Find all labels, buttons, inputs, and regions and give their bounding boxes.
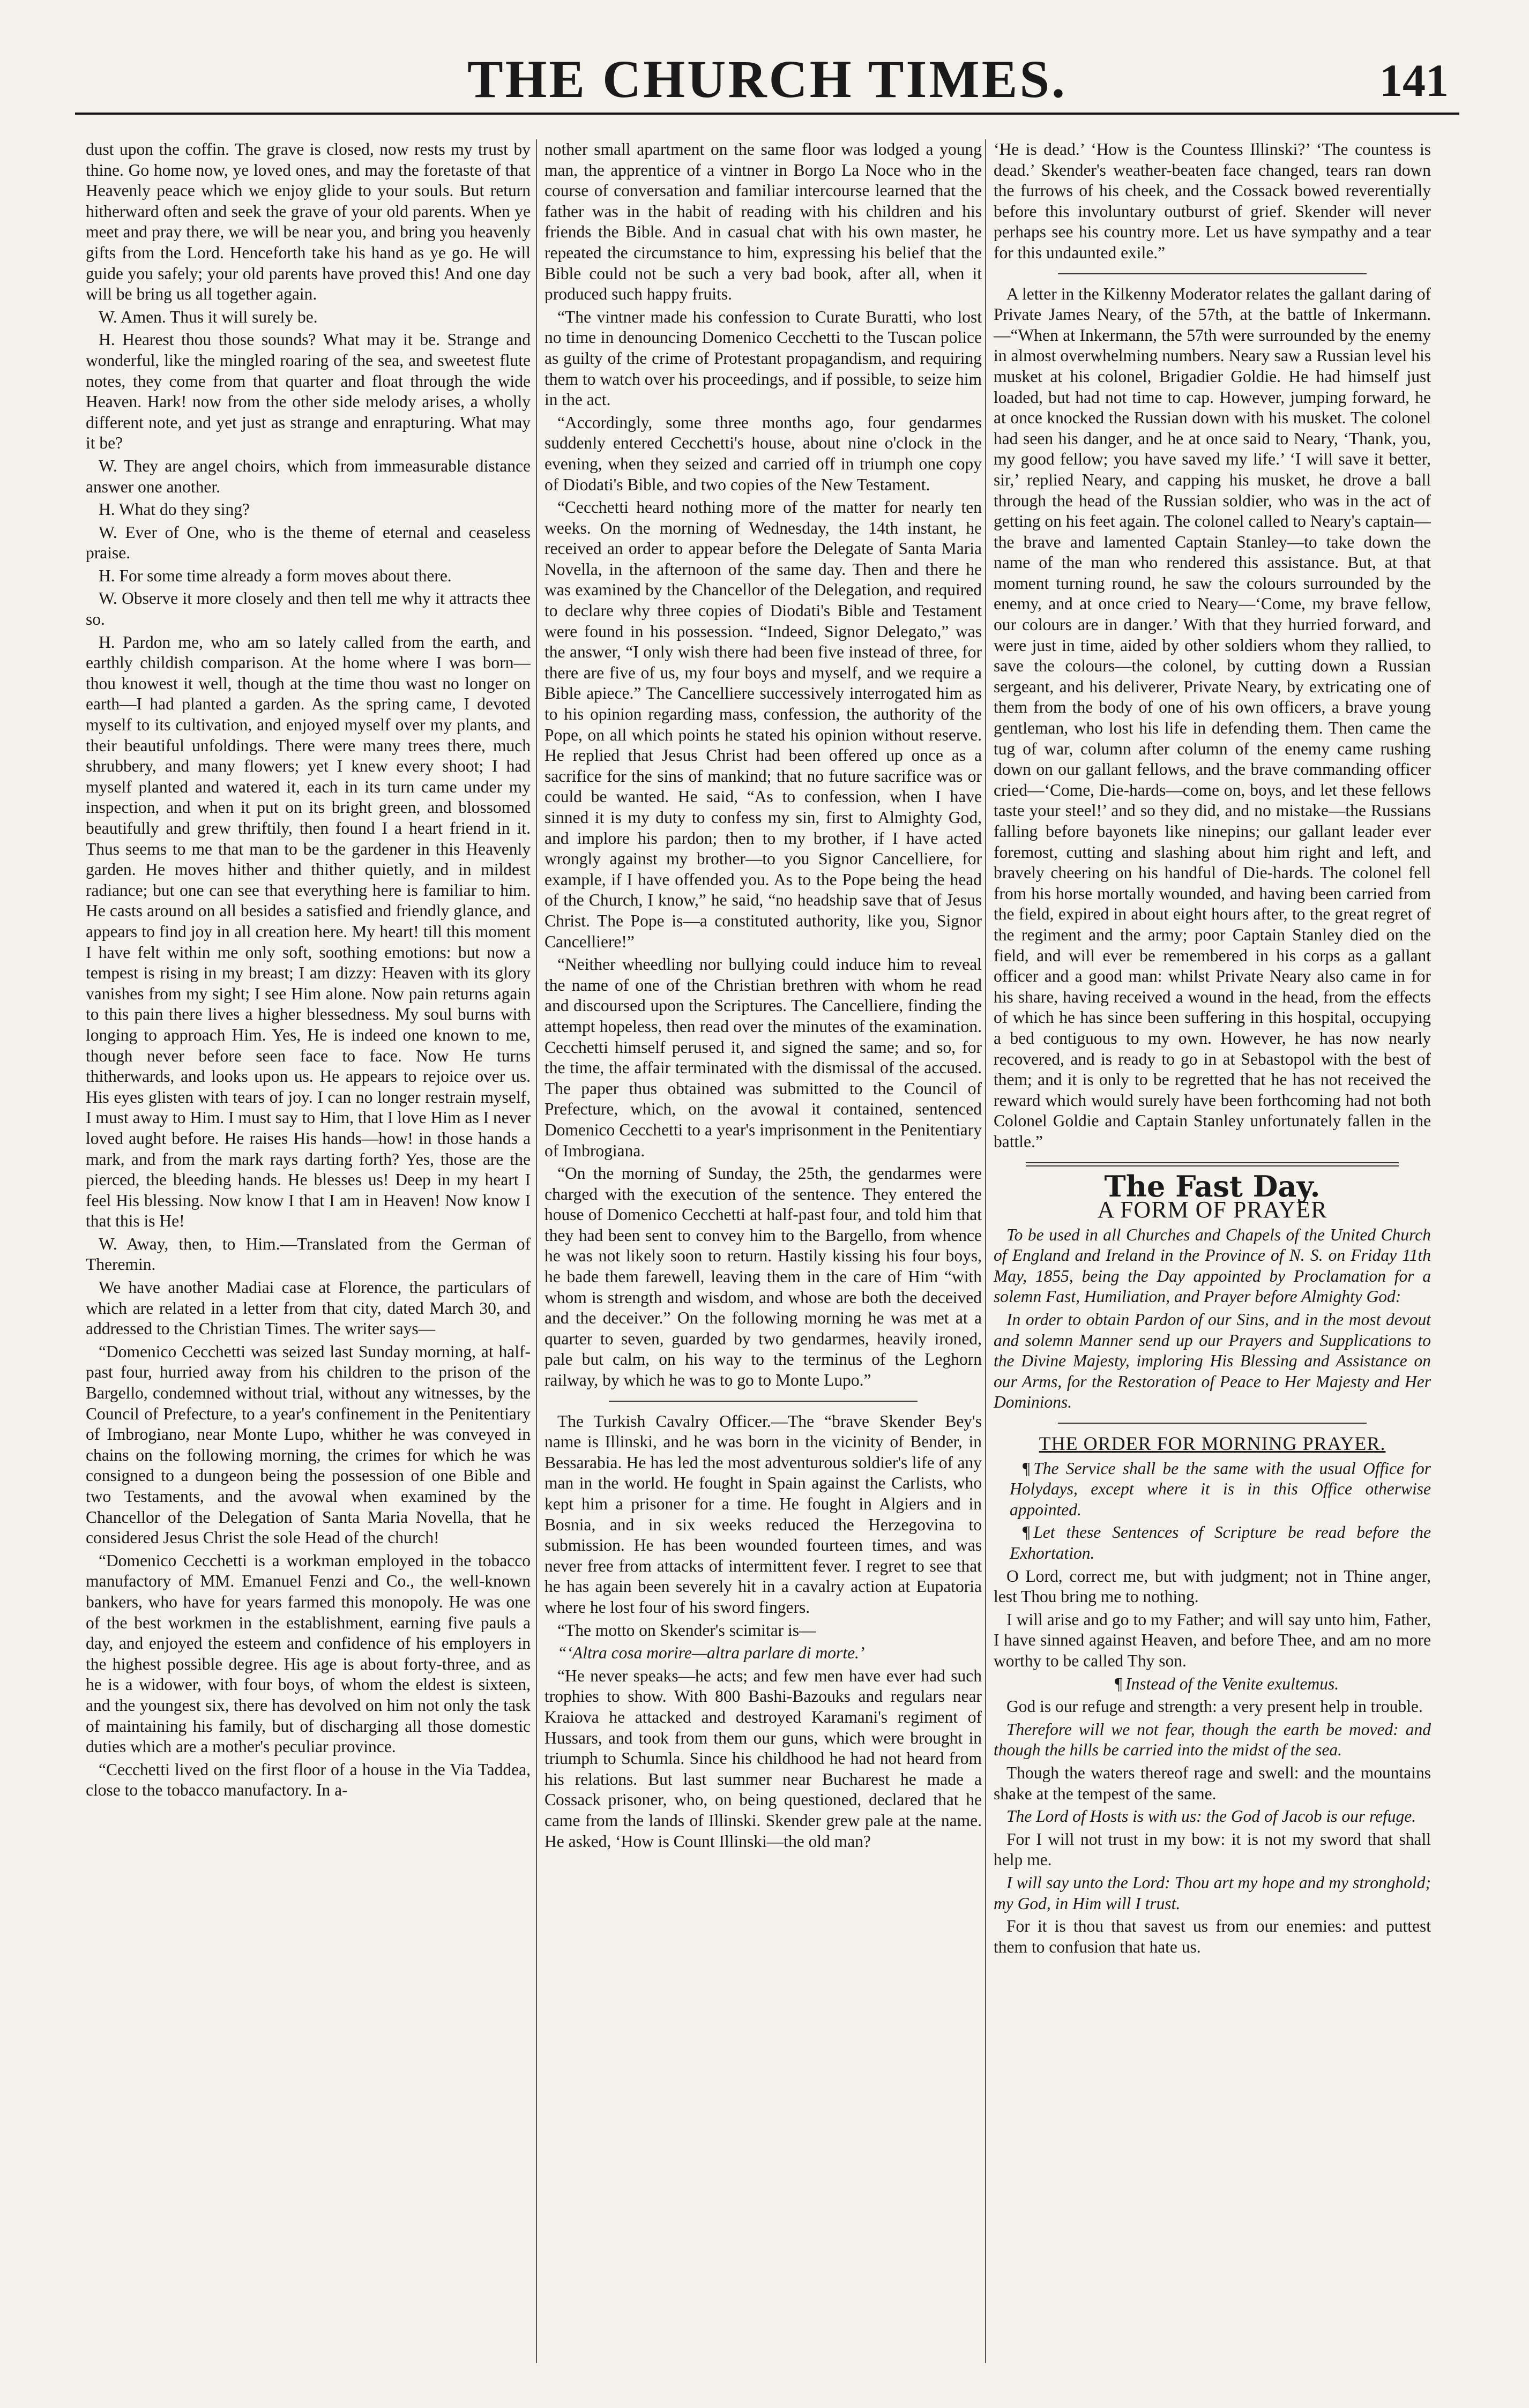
- paragraph: H. What do they sing?: [99, 500, 250, 519]
- prayer-purpose: In order to obtain Pardon of our Sins, and in the most devout and solemn Manner send up our Prayers and Supplications to the Divine Majesty, imploring His Blessing and Assistance on our Arms, for the Restoration of Peace to Her Majesty and Her Dominions.: [994, 1310, 1431, 1412]
- paragraph: dust upon the coffin. The grave is closed, now rests my trust by thine. Go home now, ye loved ones, and may the foretaste of that Heavenly peace which we enjoy glide to your souls. But return hitherward often and seek the grave of your old parents. When ye meet and pray there, we will be near you, and bring you heavenly gifts from the Lord. Henceforth take his hand as ye go. He will guide you safely; your old parents have proved this! And one day will be bring us all together again.: [86, 140, 531, 304]
- psalm-verse: The Lord of Hosts is with us: the God of Jacob is our refuge.: [1006, 1807, 1416, 1826]
- scripture-sentence: I will arise and go to my Father; and will say unto him, Father, I have sinned against Heaven, and before Thee, and am no more worthy to be called Thy son.: [994, 1610, 1431, 1670]
- paragraph: “Accordingly, some three months ago, four gendarmes suddenly entered Cecchetti's house, about nine o'clock in the evening, when they seized and carried off in triumph one copy of Diodati's Bible, and two copies of the New Testament.: [545, 413, 982, 494]
- scripture-sentence: O Lord, correct me, but with judgment; not in Thine anger, lest Thou bring me to nothing.: [994, 1566, 1431, 1606]
- paragraph: H. Hearest thou those sounds? What may it be. Strange and wonderful, like the mingled roaring of the sea, and sweetest flute notes, they come from that quarter and float through the wide Heaven. Hark! now from the other side melody arises, a wholly different note, and yet just as strange and enrapturing. What may it be?: [86, 330, 531, 453]
- column-2: [536, 139, 982, 2363]
- pilcrow-icon: ¶: [1023, 1459, 1031, 1478]
- paragraph: W. Ever of One, who is the theme of eternal and ceaseless praise.: [86, 522, 531, 563]
- subheading: A FORM OF PRAYER: [1097, 1196, 1327, 1223]
- psalm-verse: For I will not trust in my bow: it is not my sword that shall help me.: [994, 1829, 1431, 1869]
- divider: [1058, 273, 1367, 274]
- rubric-text: Instead of the Venite exultemus.: [1125, 1674, 1339, 1693]
- paragraph: ‘He is dead.’ ‘How is the Countess Illinski?’ ‘The countess is dead.’ Skender's weather-beaten face changed, tears ran down the furrows of his cheek, and the Cossack bowed reverentially before this involuntary outburst of grief. Skender will never perhaps see his country more. Let us have sympathy and a tear for this undaunted exile.”: [994, 140, 1431, 262]
- masthead: [75, 21, 1459, 115]
- psalm-verse: Though the waters thereof rage and swell: and the mountains shake at the tempest of the same.: [994, 1763, 1431, 1803]
- paragraph: “Domenico Cecchetti is a workman employed in the tobacco manufactory of MM. Emanuel Fenzi and Co., the well-known bankers, who have for years farmed this monopoly. He was one of the best workmen in the establishment, earning five pauls a day, and enjoyed the esteem and confidence of his employers in the highest possible degree. His age is about forty-three, and as he is a widower, with four boys, of whom the eldest is sixteen, and the youngest six, there has devolved on him not only the task of maintaining his family, but of discharging all those domestic duties which are a mother's peculiar province.: [86, 1551, 531, 1756]
- rubric-text: The Service shall be the same with the usual Office for Holydays, except where it is in this Office otherwise appointed.: [1010, 1459, 1431, 1519]
- paragraph: W. Observe it more closely and then tell me why it attracts thee so.: [86, 589, 531, 629]
- page-number: 141: [1379, 55, 1449, 106]
- paragraph: “Cecchetti heard nothing more of the matter for nearly ten weeks. On the morning of Wednesday, the 14th instant, he received an order to appear before the Delegate of Santa Maria Novella, in the afternoon of the same day. Then and there he was examined by the Chancellor of the Delegation, and required to declare why three copies of Diodati's Bible and Testament were found in his possession. “Indeed, Signor Delegato,” was the answer, “I only wish there had been five instead of three, for there are five of us, my four boys and myself, and we require a Bible apiece.” The Cancelliere successively interrogated him as to his opinion regarding mass, confession, the authority of the Pope, on all which points he stated his opinion without reserve. He replied that Jesus Christ had been offered up once as a sacrifice for the sins of mankind; that no future sacrifice was or could be wanted. He said, “As to confession, when I have sinned it is my duty to confess my sin, first to Almighty God, and implore his pardon; then to my brother, if I have acted wrongly against my brother—to you Signor Cancelliere, for example, if I have offended you. As to the Pope being the head of the Church, I know,” he said, “no headship save that of Jesus Christ. The Pope is—a constituted authority, like you, Signor Cancelliere!”: [545, 498, 982, 951]
- column-1: [86, 139, 531, 2363]
- divider: [1026, 1162, 1399, 1166]
- paragraph: “Domenico Cecchetti was seized last Sunday morning, at half-past four, hurried away from his children to the prison of the Bargello, condemned without trial, without any witnesses, by the Council of Prefecture, to a year's confinement in the Penitentiary of Imbrogiano, near Monte Lupo, whither he was conveyed in chains on the following morning, the crimes for which he was consigned to a dungeon being the possession of one Bible and two Testaments, and the avowal when examined by the Chancellor of the Delegation of Santa Maria Novella, that he considered Jesus Christ the sole Head of the church!: [86, 1342, 531, 1547]
- paragraph: A letter in the Kilkenny Moderator relates the gallant daring of Private James Neary, of the 57th, at the battle of Inkermann.—“When at Inkermann, the 57th were surrounded by the enemy in almost overwhelming numbers. Neary saw a Russian level his musket at his colonel, Brigadier Goldie. He had himself just loaded, but had not time to cap. However, jumping forward, he at once knocked the Russian down with his musket. The colonel had seen his danger, and he at once said to Neary, ‘Thank, you, my good fellow; you have saved my life.’ ‘I will save it better, sir,’ replied Neary, and capping his musket, he drove a ball through the head of the Russian soldier, who was in the act of getting on his feet again. The colonel called to Neary's captain—the brave and lamented Captain Stanley—to take down the name of the man who rendered this assistance. But, at that moment turning round, he saw the colours surrounded by the enemy, and at once cried to Neary—‘Come, my brave fellow, our colours are in danger.’ With that they hurried forward, and were just in time, aided by other soldiers whom they rallied, to save the colours—the colonel, by cutting down a Russian sergeant, and his deliverer, Private Neary, by extricating one of them from the body of one of his own officers, a brave young gentleman, who lost his life in defending them. Then came the tug of war, column after column of the enemy came rushing down on our gallant fellows, and the brave commanding officer cried—‘Come, Die-hards—come on, boys, and let these fellows taste your steel!’ and so they did, and no mistake—the Russians falling before bayonets like ninepins; our gallant leader ever foremost, cutting and slashing about him right and left, and bravely cheering on his handful of Die-hards. The colonel fell from his horse mortally wounded, and having been carried from the field, expired in about eight hours after, to the great regret of the regiment and the army; poor Captain Stanley died on the field, and will ever be remembered in his corps as a gallant officer and a good man: whilst Private Neary also came in for his share, having received a wound in the head, from the effects of which he has since been suffering in this hospital, occupying a bed contiguous to my own. However, he has now nearly recovered, and is ready to go in at Sebastopol with the best of them; and it is only to be regretted that he has not received the reward which would surely have been forthcoming had not both Colonel Goldie and Captain Stanley unfortunately fallen in the battle.”: [994, 284, 1431, 1151]
- rubric: [994, 1522, 1431, 1564]
- paragraph: “Neither wheedling nor bullying could induce him to reveal the name of one of the Christian brethren with whom he read and discoursed upon the Scriptures. The Cancelliere, finding the attempt hopeless, then read over the minutes of the examination. Cecchetti himself perused it, and signed the same; and so, for the time, the affair terminated with the dismissal of the accused. The paper thus obtained was submitted to the Council of Prefecture, which, on the avowal it contained, sentenced Domenico Cecchetti to a year's imprisonment in the Penitentiary of Imbrogiana.: [545, 955, 982, 1160]
- paragraph: W. Away, then, to Him.—Translated from the German of Theremin.: [86, 1234, 531, 1274]
- psalm-verse: Therefore will we not fear, though the earth be moved: and though the hills be carried into the midst of the sea.: [994, 1719, 1431, 1760]
- psalm-verse: I will say unto the Lord: Thou art my hope and my stronghold; my God, in Him will I trust.: [994, 1873, 1431, 1913]
- paragraph: nother small apartment on the same floor was lodged a young man, the apprentice of a vintner in Borgo La Noce who in the course of conversation and familiar intercourse learned that the father was in the habit of reading with his children and his friends the Bible. And in casual chat with his own master, he repeated the circumstance to him, expressing his belief that the Bible could not be such a very bad book, after all, when it produced such happy fruits.: [545, 140, 982, 304]
- divider: [609, 1401, 918, 1402]
- paragraph: “He never speaks—he acts; and few men have ever had such trophies to show. With 800 Bashi-Bazouks and regulars near Kraiova he attacked and destroyed Karamani's regiment of Hussars, and took from them our guns, which were brought in triumph to Schumla. Since his childhood he had not heard from his relations. But last summer near Bucharest he made a Cossack prisoner, who, on being questioned, declared that he came from the lands of Illinski. Skender grew pale at the name. He asked, ‘How is Count Illinski—the old man?: [545, 1666, 982, 1851]
- paragraph: W. They are angel choirs, which from immeasurable distance answer one another.: [86, 456, 531, 496]
- paragraph: “‘Altra cosa morire—altra parlare di morte.’: [557, 1643, 865, 1663]
- paragraph: “Cecchetti lived on the first floor of a house in the Via Taddea, close to the tobacco manufactory. In a-: [86, 1760, 531, 1800]
- pilcrow-icon: ¶: [1114, 1674, 1123, 1693]
- paragraph: W. Amen. Thus it will surely be.: [99, 307, 318, 326]
- psalm-verse: God is our refuge and strength: a very present help in trouble.: [1006, 1697, 1423, 1716]
- paragraph: We have another Madiai case at Florence, the particulars of which are related in a letter from that city, dated March 30, and addressed to the Christian Times. The writer says—: [86, 1278, 531, 1338]
- section-heading: The Fast Day.: [1104, 1169, 1321, 1203]
- paragraph: “The motto on Skender's scimitar is—: [557, 1620, 816, 1640]
- rubric: [994, 1674, 1431, 1695]
- divider: [1058, 1423, 1367, 1424]
- paragraph: The Turkish Cavalry Officer.—The “brave Skender Bey's name is Illinski, and he was born in the vicinity of Bender, in Bessarabia. He has led the most adventurous soldier's life of any man in the world. He fought in Spain against the Carlists, who kept him a prisoner for a time. He fought in Algiers and in Bosnia, and in six weeks reduced the Herzegovina to submission. He has been wounded fourteen times, and was never free from attacks of intermittent fever. I regret to see that he has again been severely hit in a cavalry action at Eupatoria where he lost four of his sword fingers.: [545, 1411, 982, 1617]
- pilcrow-icon: ¶: [1023, 1523, 1031, 1542]
- order-heading: THE ORDER FOR MORNING PRAYER.: [1039, 1433, 1386, 1455]
- rubric: [994, 1459, 1431, 1521]
- rubric-text: Let these Sentences of Scripture be read before the Exhortation.: [1010, 1523, 1431, 1562]
- paragraph: H. For some time already a form moves about there.: [99, 566, 452, 585]
- psalm-verse: For it is thou that savest us from our enemies: and puttest them to confusion that hate us.: [994, 1917, 1431, 1956]
- paragraph: “The vintner made his confession to Curate Buratti, who lost no time in denouncing Domenico Cecchetti to the Tuscan police as guilty of the crime of Protestant propagandism, and requiring them to watch over his proceedings, and if possible, to seize him in the act.: [545, 307, 982, 409]
- newspaper-title: THE CHURCH TIMES.: [467, 49, 1068, 109]
- paragraph: H. Pardon me, who am so lately called from the earth, and earthly childish comparison. At the home where I was born—thou knowest it well, though at the time thou wast no longer on earth—I had planted a garden. As the spring came, I devoted myself to its cultivation, and enjoyed myself over my plants, and their beautiful unfoldings. There were many trees there, much shrubbery, and many flowers; yet I knew every shoot; I had myself planted and watered it, each in its turn came under my inspection, and when it put on its bright green, and blossomed beautifully and grew thriftily, then found I a heart friend in it. Thus seems to me that man to be the gardener in this Heavenly garden. He moves hither and thither quietly, and in mildest radiance; but one can see that everything here is familiar to him. He casts around on all besides a satisfied and friendly glance, and appears to find joy in all creation here. My heart! till this moment I have felt within me only soft, soothing emotions: but now a tempest is rising in my breast; I am dizzy: Heaven with its glory vanishes from my sight; I see Him alone. Now pain returns again to this pain there lives a higher blessedness. My soul burns with longing to approach Him. Yes, He is indeed one known to me, though never before seen face to face. Now He turns thitherwards, and looks upon us. He appears to rejoice over us. His eyes glisten with tears of joy. I can no longer restrain myself, I must away to Him. I must say to Him, that I love Him as I never loved aught before. He raises His hands—how! in those hands a mark, and from the mark rays darting forth? Yes, those are the pierced, the bleeding hands. He blesses us! Deep in my heart I feel His blessing. Now know I that I am in Heaven! Now know I that this is He!: [86, 632, 531, 1231]
- paragraph: “On the morning of Sunday, the 25th, the gendarmes were charged with the execution of the sentence. They entered the house of Domenico Cecchetti at half-past four, and told him that they had been sent to convey him to the Bargello, from whence he was not likely soon to return. Hastily kissing his four boys, he bade them farewell, leaving them in the care of Him “with whom is strength and wisdom, and whose are both the deceived and the deceiver.” On the following morning he was met at a quarter to seven, guarded by two gendarmes, heavily ironed, pale but calm, on his way to the terminus of the Leghorn railway, by which he was to go to Monte Lupo.”: [545, 1164, 982, 1390]
- column-3: [985, 139, 1431, 2363]
- prayer-intro: To be used in all Churches and Chapels of the United Church of England and Ireland in the Province of N. S. on Friday 11th May, 1855, being the Day appointed by Proclamation for a solemn Fast, Humiliation, and Prayer before Almighty God:: [994, 1225, 1431, 1306]
